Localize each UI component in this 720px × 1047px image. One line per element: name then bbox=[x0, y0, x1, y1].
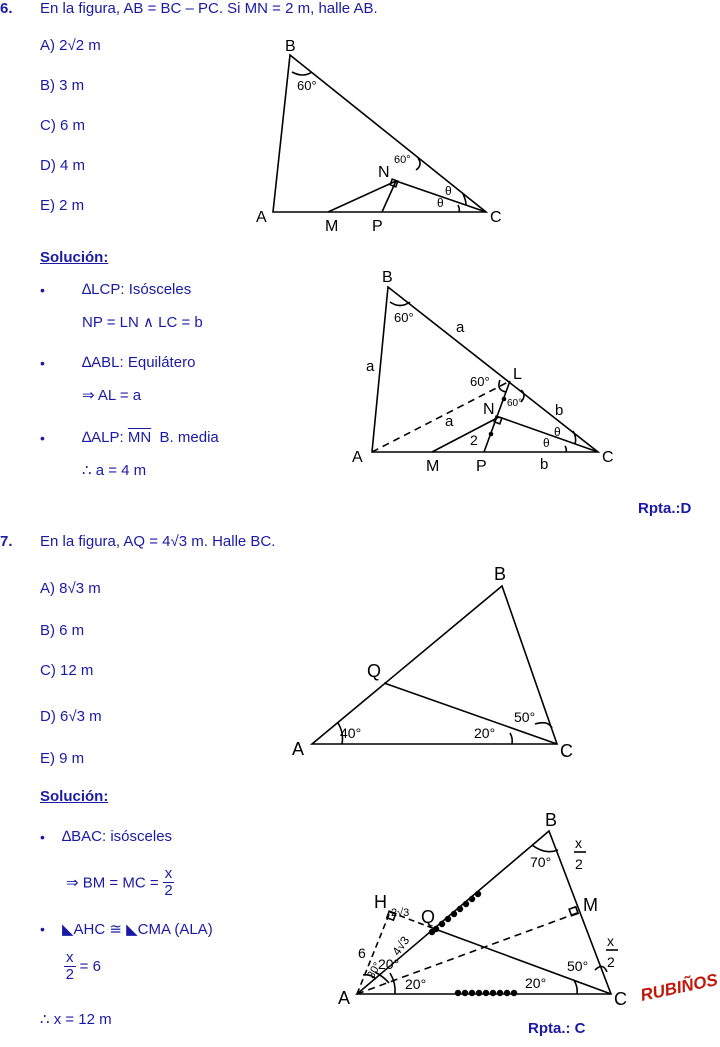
p6-step-5-mn: $\overline{MN}$ bbox=[127, 429, 152, 446]
p7-bullet-2: • bbox=[40, 921, 45, 937]
p7-f2-four-root3: 4√3 bbox=[389, 933, 413, 959]
p6-f2-label-p: P bbox=[476, 458, 487, 475]
problem-6-statement: En la figura, AB = BC – PC. Si MN = 2 m, halle AB. bbox=[40, 0, 378, 17]
p6-f2-a-mid: a bbox=[445, 413, 454, 430]
p7-step-1: ∆BAC: isósceles bbox=[62, 828, 173, 845]
p7-f2-angle-b: 70° bbox=[530, 854, 552, 870]
problem-7-statement: En la figura, AQ = 4√3 m. Halle BC. bbox=[40, 533, 276, 550]
p7-f1-angle-c2: 50° bbox=[514, 709, 536, 725]
p7-f2-x-1: x bbox=[575, 835, 582, 851]
p7-f1-angle-a: 40° bbox=[340, 725, 362, 741]
p6-bullet-2: • bbox=[40, 355, 45, 371]
p6-f1-label-n: N bbox=[378, 164, 390, 181]
p7-option-b: B) 6 m bbox=[40, 622, 85, 639]
p7-f2-label-q: Q bbox=[421, 907, 436, 927]
p6-f2-label-a: A bbox=[352, 449, 363, 466]
p7-step-2-numerator: x bbox=[164, 865, 173, 882]
p7-step-2-text: ⇒ BM = MC = bbox=[66, 874, 159, 892]
p6-option-a: A) 2√2 m bbox=[40, 37, 101, 54]
p7-f2-label-c: C bbox=[614, 989, 627, 1009]
p6-f1-label-b: B bbox=[285, 38, 296, 55]
p6-f1-theta-1: θ bbox=[445, 184, 452, 198]
p7-step-4-result: = 6 bbox=[79, 958, 101, 975]
p7-f2-two-root3: 2√3 bbox=[391, 907, 410, 919]
p7-f1-label-b: B bbox=[494, 564, 507, 584]
p6-step-4: ⇒ AL = a bbox=[82, 387, 142, 404]
p6-step-5-b: B. media bbox=[159, 429, 219, 446]
p6-f2-a-left: a bbox=[366, 358, 375, 375]
p7-step-4-numerator: x bbox=[66, 949, 74, 966]
p7-f1-label-a: A bbox=[292, 739, 305, 759]
p7-step-5: ∴ x = 12 m bbox=[40, 1011, 112, 1028]
p6-step-6: ∴ a = 4 m bbox=[82, 462, 147, 479]
p6-step-2: NP = LN ∧ LC = b bbox=[82, 314, 203, 331]
p6-step-1: ∆LCP: Isósceles bbox=[82, 281, 192, 298]
p7-f2-angle-a2: 20° bbox=[405, 976, 427, 992]
p7-f2-bead-marks-ac bbox=[455, 990, 517, 996]
p6-f2-angle-l: 60° bbox=[470, 374, 490, 389]
p6-option-e: E) 2 m bbox=[40, 197, 85, 214]
p7-f2-label-a: A bbox=[338, 988, 351, 1008]
problem-6-number: 6. bbox=[0, 0, 13, 17]
p7-f2-bead-marks-bq bbox=[429, 891, 481, 935]
p7-f2-angle-a1: 20° bbox=[378, 956, 400, 972]
p7-f2-label-b: B bbox=[545, 810, 558, 830]
p6-bullet-1: • bbox=[40, 282, 45, 298]
p6-f2-label-c: C bbox=[602, 449, 614, 466]
p7-f2-angle-c1: 50° bbox=[567, 958, 589, 974]
p6-f2-label-n: N bbox=[483, 401, 495, 418]
p6-f1-label-p: P bbox=[372, 218, 383, 235]
p6-answer: Rpta.:D bbox=[638, 500, 692, 517]
p6-f2-label-b: B bbox=[382, 269, 393, 286]
p7-f2-label-m: M bbox=[583, 895, 598, 915]
p6-f2-theta-2: θ bbox=[543, 436, 550, 450]
p6-bullet-3: • bbox=[40, 430, 45, 446]
p7-bullet-1: • bbox=[40, 829, 45, 845]
p6-solution-heading: Solución: bbox=[40, 249, 109, 266]
publisher-logo: RUBIÑOS bbox=[638, 970, 720, 1005]
p6-option-c: C) 6 m bbox=[40, 117, 85, 134]
p7-solution-heading: Solución: bbox=[40, 788, 109, 805]
p7-f1-label-c: C bbox=[560, 741, 573, 761]
p6-f2-theta-1: θ bbox=[554, 425, 561, 439]
p7-f2-right-angle-m bbox=[569, 907, 578, 916]
p7-f2-six: 6 bbox=[358, 945, 366, 961]
p6-step-3: ∆ABL: Equilátero bbox=[82, 354, 196, 371]
p7-f2-angle-30: 30° bbox=[365, 960, 384, 981]
p6-step-5-a: ∆ALP: bbox=[82, 429, 124, 446]
p6-f1-label-m: M bbox=[325, 218, 339, 235]
p7-f2-x-2: x bbox=[607, 933, 614, 949]
p7-option-d: D) 6√3 m bbox=[40, 708, 102, 725]
p7-step-3-a: AHC ≅ bbox=[73, 921, 122, 938]
p6-f2-b-base: b bbox=[540, 456, 549, 473]
p6-f1-label-a: A bbox=[256, 209, 267, 226]
p7-option-c: C) 12 m bbox=[40, 662, 94, 679]
p6-f2-b-side: b bbox=[555, 402, 564, 419]
p6-f1-theta-2: θ bbox=[437, 196, 444, 210]
p7-f2-angle-c2: 20° bbox=[525, 975, 547, 991]
p7-right-tri-icon-2: ◣ bbox=[126, 921, 138, 938]
p7-answer: Rpta.: C bbox=[528, 1020, 586, 1037]
p6-f2-label-m: M bbox=[426, 458, 440, 475]
p6-option-d: D) 4 m bbox=[40, 157, 85, 174]
p6-f2-label-l: L bbox=[513, 366, 522, 383]
problem-7-number: 7. bbox=[0, 533, 13, 550]
p7-step-2-denominator: 2 bbox=[164, 882, 173, 899]
p6-f2-two: 2 bbox=[470, 432, 478, 448]
p7-f1-label-q: Q bbox=[367, 661, 382, 681]
p7-f2-two-2: 2 bbox=[607, 954, 615, 970]
p6-f2-angle-n: 60° bbox=[507, 398, 523, 409]
p6-option-b: B) 3 m bbox=[40, 77, 85, 94]
p7-f2-label-h: H bbox=[374, 892, 387, 912]
p7-option-e: E) 9 m bbox=[40, 750, 85, 767]
p7-f2-two-1: 2 bbox=[575, 856, 583, 872]
p7-step-3-b: CMA (ALA) bbox=[137, 921, 213, 938]
p7-f1-angle-c1: 20° bbox=[474, 725, 496, 741]
p7-option-a: A) 8√3 m bbox=[40, 580, 101, 597]
p6-f2-a-top: a bbox=[456, 319, 465, 336]
p6-f2-angle-b: 60° bbox=[394, 310, 414, 325]
p6-f1-angle-n: 60° bbox=[394, 154, 411, 166]
p6-f1-angle-b: 60° bbox=[297, 78, 317, 93]
p7-f2-dashed-am bbox=[357, 912, 580, 994]
p7-f2-arc-a1 bbox=[390, 973, 395, 994]
p7-right-tri-icon-1: ◣ bbox=[62, 921, 74, 938]
p6-f1-label-c: C bbox=[490, 209, 502, 226]
p7-step-4-denominator: 2 bbox=[65, 966, 74, 983]
